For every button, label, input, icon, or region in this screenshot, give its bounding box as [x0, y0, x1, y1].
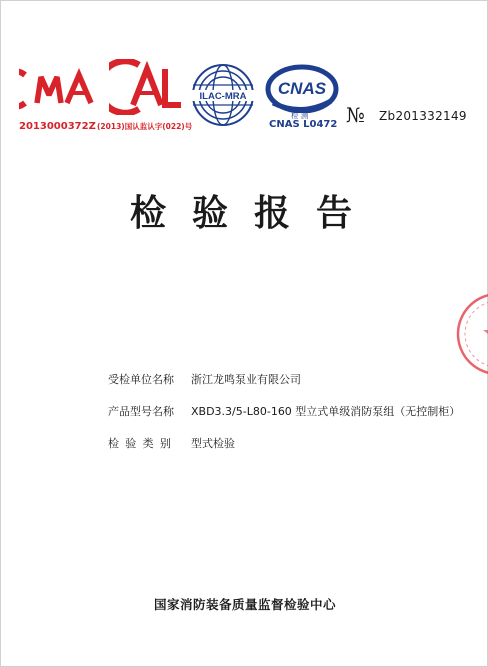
cal-caption: (2013)国认监认字(022)号	[97, 122, 193, 131]
cnas-mark-text: CNAS	[277, 79, 327, 98]
cal-logo	[97, 63, 195, 131]
field-label: 检验类别	[108, 437, 178, 450]
field-label: 受检单位名称	[108, 373, 174, 386]
certification-logos	[19, 63, 479, 143]
cal-mark-icon	[109, 59, 189, 115]
cma-mark-icon	[19, 63, 99, 115]
official-seal-icon	[453, 289, 488, 379]
field-label: 产品型号名称	[108, 405, 174, 418]
ilac-globe-icon	[187, 63, 259, 127]
cnas-sub: 检 测	[291, 111, 309, 120]
issuer-name: 国家消防装备质量监督检验中心	[153, 597, 336, 612]
cma-caption: 2013000372Z	[19, 121, 96, 132]
field-value: XBD3.3/5-L80-160 型立式单级消防泵组（无控制柜）	[191, 405, 461, 418]
cnas-mark-icon	[265, 63, 339, 113]
cma-logo	[19, 63, 99, 132]
cnas-caption: CNAS L0472	[269, 119, 338, 130]
report-number: Zb201332149	[379, 109, 467, 123]
ilac-mark-text: ILAC-MRA	[199, 91, 247, 102]
field-value: 型式检验	[191, 437, 235, 450]
field-value: 浙江龙鸣泵业有限公司	[191, 373, 301, 386]
number-sign: №	[346, 103, 365, 127]
page-title: 检验报告	[129, 193, 378, 234]
ilac-mra-logo	[187, 63, 263, 123]
cnas-logo	[265, 63, 343, 139]
